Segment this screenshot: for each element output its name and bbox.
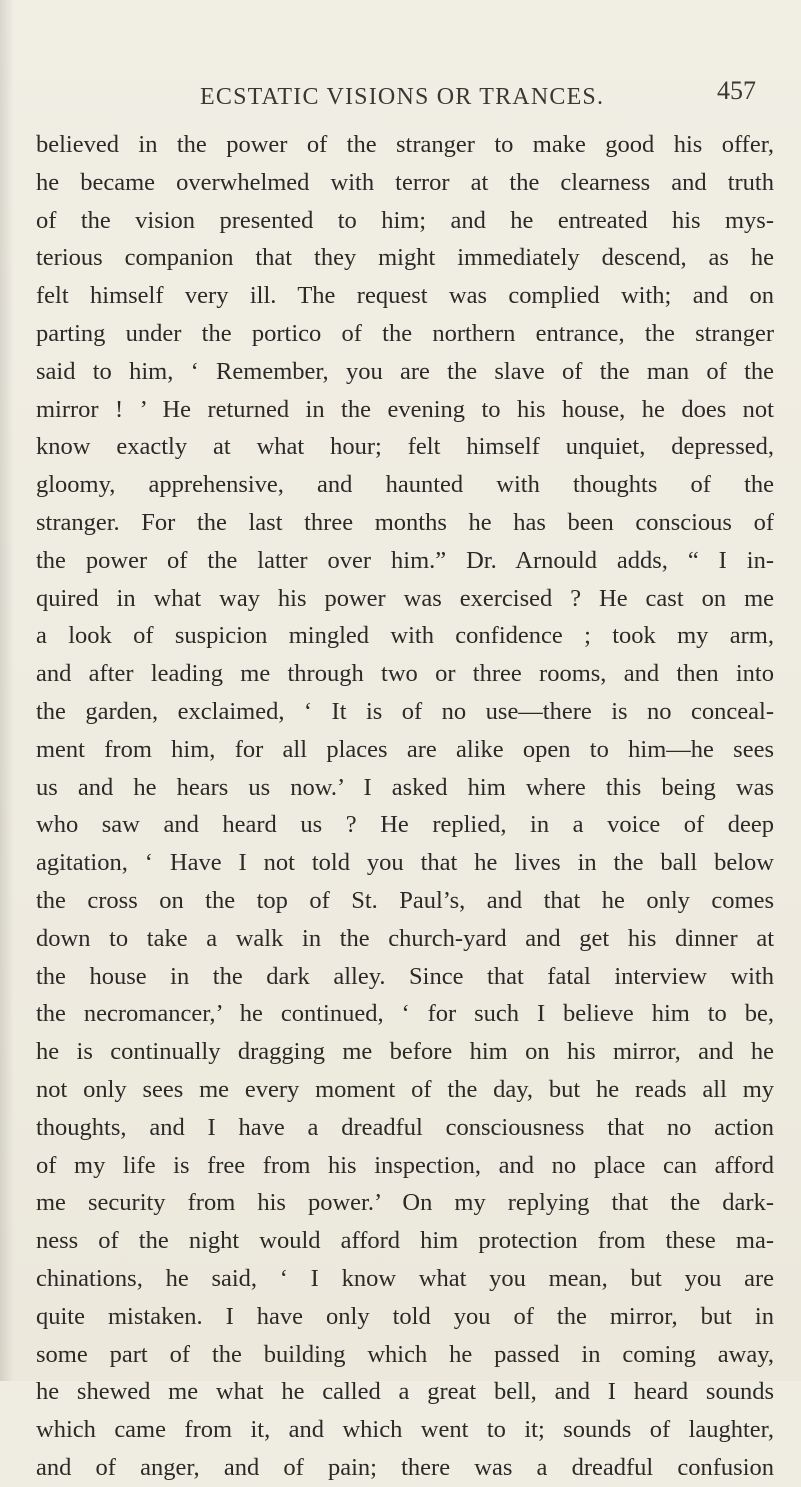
text-line: mirror ! ’ He returned in the evening to his house, he does not (36, 395, 774, 423)
text-line: agitation, ‘ Have I not told you that he lives in the ball below (36, 849, 774, 877)
text-line: ness of the night would afford him protection from these ma- (36, 1227, 774, 1255)
text-line: down to take a walk in the church-yard and get his dinner at (36, 924, 774, 952)
text-line: he shewed me what he called a great bell, and I heard sounds (36, 1378, 774, 1406)
text-line: me security from his power.’ On my replying that the dark- (36, 1189, 774, 1217)
text-line: quite mistaken. I have only told you of the mirror, but in (36, 1302, 774, 1330)
text-line: of the vision presented to him; and he entreated his mys- (36, 206, 774, 234)
text-line: and after leading me through two or three rooms, and then into (36, 660, 774, 688)
text-line: of my life is free from his inspection, and no place can afford (36, 1151, 774, 1179)
text-line: us and he hears us now.’ I asked him where this being was (36, 773, 774, 801)
text-line: who saw and heard us ? He replied, in a voice of deep (36, 811, 774, 839)
text-line: not only sees me every moment of the day, but he reads all my (36, 1075, 774, 1103)
text-line: said to him, ‘ Remember, you are the slave of the man of the (36, 357, 774, 385)
text-line: terious companion that they might immediately descend, as he (36, 244, 774, 272)
text-line: quired in what way his power was exercised ? He cast on me (36, 584, 774, 612)
text-line: a look of suspicion mingled with confidence ; took my arm, (36, 622, 774, 650)
page-gutter-shadow (0, 0, 14, 1381)
text-line: felt himself very ill. The request was complied with; and on (36, 282, 774, 310)
text-line: some part of the building which he passed in coming away, (36, 1340, 774, 1368)
body-text (36, 126, 774, 1487)
text-line: stranger. For the last three months he has been conscious of (36, 508, 774, 536)
text-line: he became overwhelmed with terror at the clearness and truth (36, 168, 774, 196)
page-number: 457 (717, 76, 756, 105)
text-line: he is continually dragging me before him on his mirror, and he (36, 1038, 774, 1066)
text-line: the necromancer,’ he continued, ‘ for such I believe him to be, (36, 1000, 774, 1028)
text-line: parting under the portico of the northern entrance, the stranger (36, 319, 774, 347)
text-line: the power of the latter over him.” Dr. Arnould adds, “ I in- (36, 546, 774, 574)
text-line: thoughts, and I have a dreadful consciousness that no action (36, 1113, 774, 1141)
text-line: the garden, exclaimed, ‘ It is of no use—there is no conceal- (36, 697, 774, 725)
text-line: the house in the dark alley. Since that fatal interview with (36, 962, 774, 990)
running-head: ECSTATIC VISIONS OR TRANCES. (200, 84, 605, 110)
text-line: chinations, he said, ‘ I know what you mean, but you are (36, 1264, 774, 1292)
text-line: believed in the power of the stranger to make good his offer, (36, 131, 774, 158)
text-line: the cross on the top of St. Paul’s, and that he only comes (36, 886, 774, 914)
text-line: gloomy, apprehensive, and haunted with thoughts of the (36, 471, 774, 499)
text-line: which came from it, and which went to it; sounds of laughter, (36, 1416, 774, 1444)
text-line: know exactly at what hour; felt himself unquiet, depressed, (36, 433, 774, 461)
text-line: ment from him, for all places are alike open to him—he sees (36, 735, 774, 763)
text-line: and of anger, and of pain; there was a dreadful confusion (36, 1453, 774, 1481)
